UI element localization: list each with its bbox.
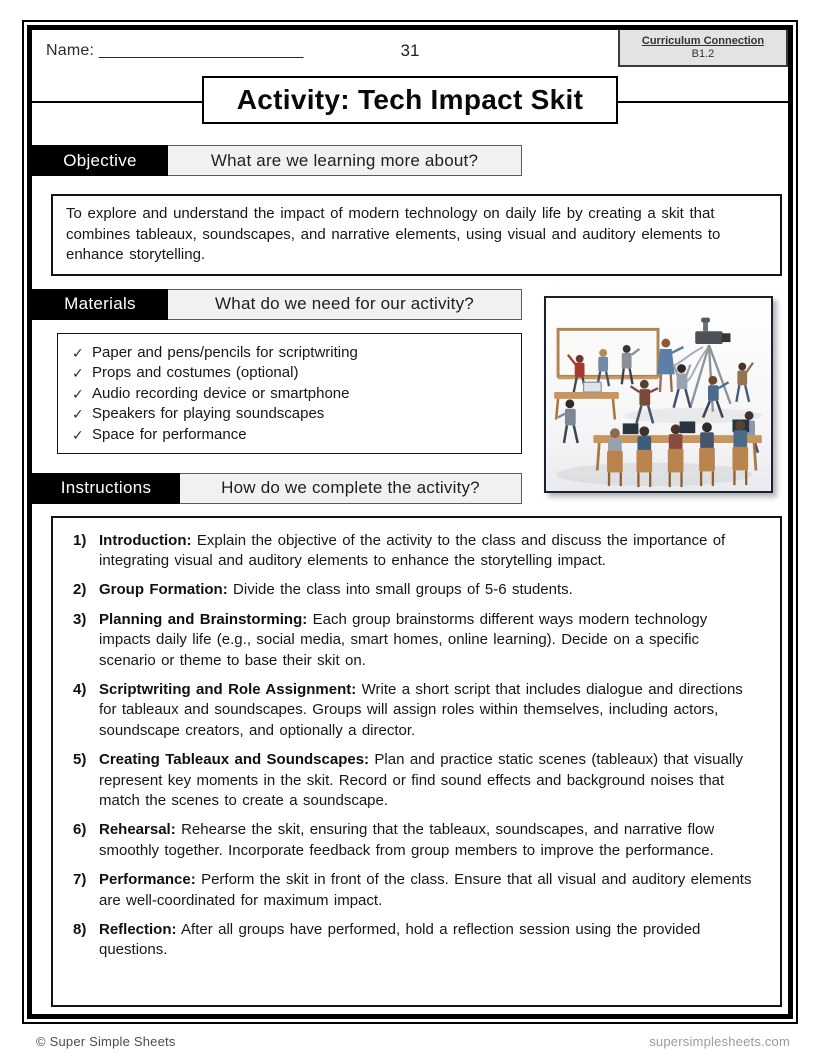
step-text: Reflection: After all groups have performed, hold a reflection session using the provided questions. [99,921,701,959]
instructions-header-row [32,473,522,504]
website-text: supersimplesheets.com [649,1034,790,1049]
step-title: Introduction: [99,531,192,549]
curriculum-connection-badge [618,30,788,67]
materials-header-row [32,289,522,320]
step-number: 7) [73,871,87,889]
materials-item [70,363,511,384]
objective-text-box: To explore and understand the impact of modern technology on daily life by creating a skit that combines tableaux, soundscapes, and narrative elements, using visual and auditory elements to enhance storytelling. [51,194,782,276]
instructions-label: Instructions [32,473,180,504]
name-label: Name: [46,42,95,59]
materials-item-text: Audio recording device or smartphone [92,384,350,402]
materials-checklist [57,333,522,454]
curriculum-connection-code: B1.2 [691,47,715,60]
copyright-text: © Super Simple Sheets [36,1034,176,1049]
step-title: Performance: [99,871,196,889]
page-number: 31 [400,41,420,60]
page-footer [36,1034,790,1049]
step-text: Creating Tableaux and Soundscapes: Plan and practice static scenes (tableaux) that visually represent key moments in the skit. Record or find sound effects and background noises that match the scenes to create a soundscape. [99,751,744,809]
materials-item [70,425,511,446]
checkmark-icon: ✓ [72,406,84,423]
whiteboard [558,329,658,379]
instruction-step [63,531,754,571]
instruction-step [63,610,754,671]
step-title: Rehearsal: [99,821,176,839]
step-title: Reflection: [99,921,177,939]
objective-header-row [32,145,522,176]
materials-question: What do we need for our activity? [168,289,522,320]
instruction-step [63,750,754,811]
step-title: Scriptwriting and Role Assignment: [99,681,357,699]
step-text: Introduction: Explain the objective of the activity to the class and discuss the importance of integrating visual and auditory elements to enhance the storytelling impact. [99,531,726,569]
step-title: Planning and Brainstorming: [99,611,308,629]
materials-item-text: Paper and pens/pencils for scriptwriting [92,343,358,361]
step-number: 3) [73,611,87,629]
step-text: Rehearsal: Rehearse the skit, ensuring that the tableaux, soundscapes, and narrative flow smoothly together. Incorporate feedback from group members to improve the performance. [99,821,715,859]
page-frame [22,20,798,1024]
instructions-section [32,473,788,1007]
step-text: Performance: Perform the skit in front of the class. Ensure that all visual and auditory elements are well-coordinated for maximum impact. [99,871,752,909]
instructions-steps [51,516,782,1007]
objective-question: What are we learning more about? [168,145,522,176]
step-text: Group Formation: Divide the class into small groups of 5-6 students. [99,581,573,599]
step-number: 6) [73,821,87,839]
materials-item [70,343,511,364]
objective-label: Objective [32,145,168,176]
instruction-step [63,580,754,600]
page-frame-inner [27,25,793,1019]
step-text: Scriptwriting and Role Assignment: Write a short script that includes dialogue and directions for tableaux and soundscapes. Groups will assign roles within themselves, including actors, soundscape creators, and optionally a director. [99,681,743,739]
materials-item [70,404,511,425]
page-title: Activity: Tech Impact Skit [202,76,618,124]
step-number: 2) [73,581,87,599]
instruction-step [63,820,754,860]
instructions-question: How do we complete the activity? [180,473,522,504]
curriculum-connection-title: Curriculum Connection [641,34,765,47]
classroom-skit-illustration [544,296,773,493]
step-title: Group Formation: [99,581,228,599]
instruction-step [63,920,754,960]
instruction-step [63,870,754,910]
step-number: 8) [73,921,87,939]
step-number: 4) [73,681,87,699]
materials-label: Materials [32,289,168,320]
name-blank-line: _______________________ [98,42,304,59]
materials-section [32,289,788,454]
instruction-step [63,680,754,741]
step-number: 1) [73,531,87,549]
checkmark-icon: ✓ [72,365,84,382]
materials-item-text: Speakers for playing soundscapes [92,405,325,423]
checkmark-icon: ✓ [72,344,84,361]
step-title: Creating Tableaux and Soundscapes: [99,751,370,769]
step-text: Planning and Brainstorming: Each group brainstorms different ways modern technology impacts daily life (e.g., social media, smart homes, online learning). Decide on a specific scenario or theme to base their skit on. [99,611,708,669]
header [32,30,788,145]
materials-item [70,384,511,405]
materials-item-text: Props and costumes (optional) [92,364,299,382]
materials-item-text: Space for performance [92,425,247,443]
step-number: 5) [73,751,87,769]
checkmark-icon: ✓ [72,426,84,443]
checkmark-icon: ✓ [72,385,84,402]
